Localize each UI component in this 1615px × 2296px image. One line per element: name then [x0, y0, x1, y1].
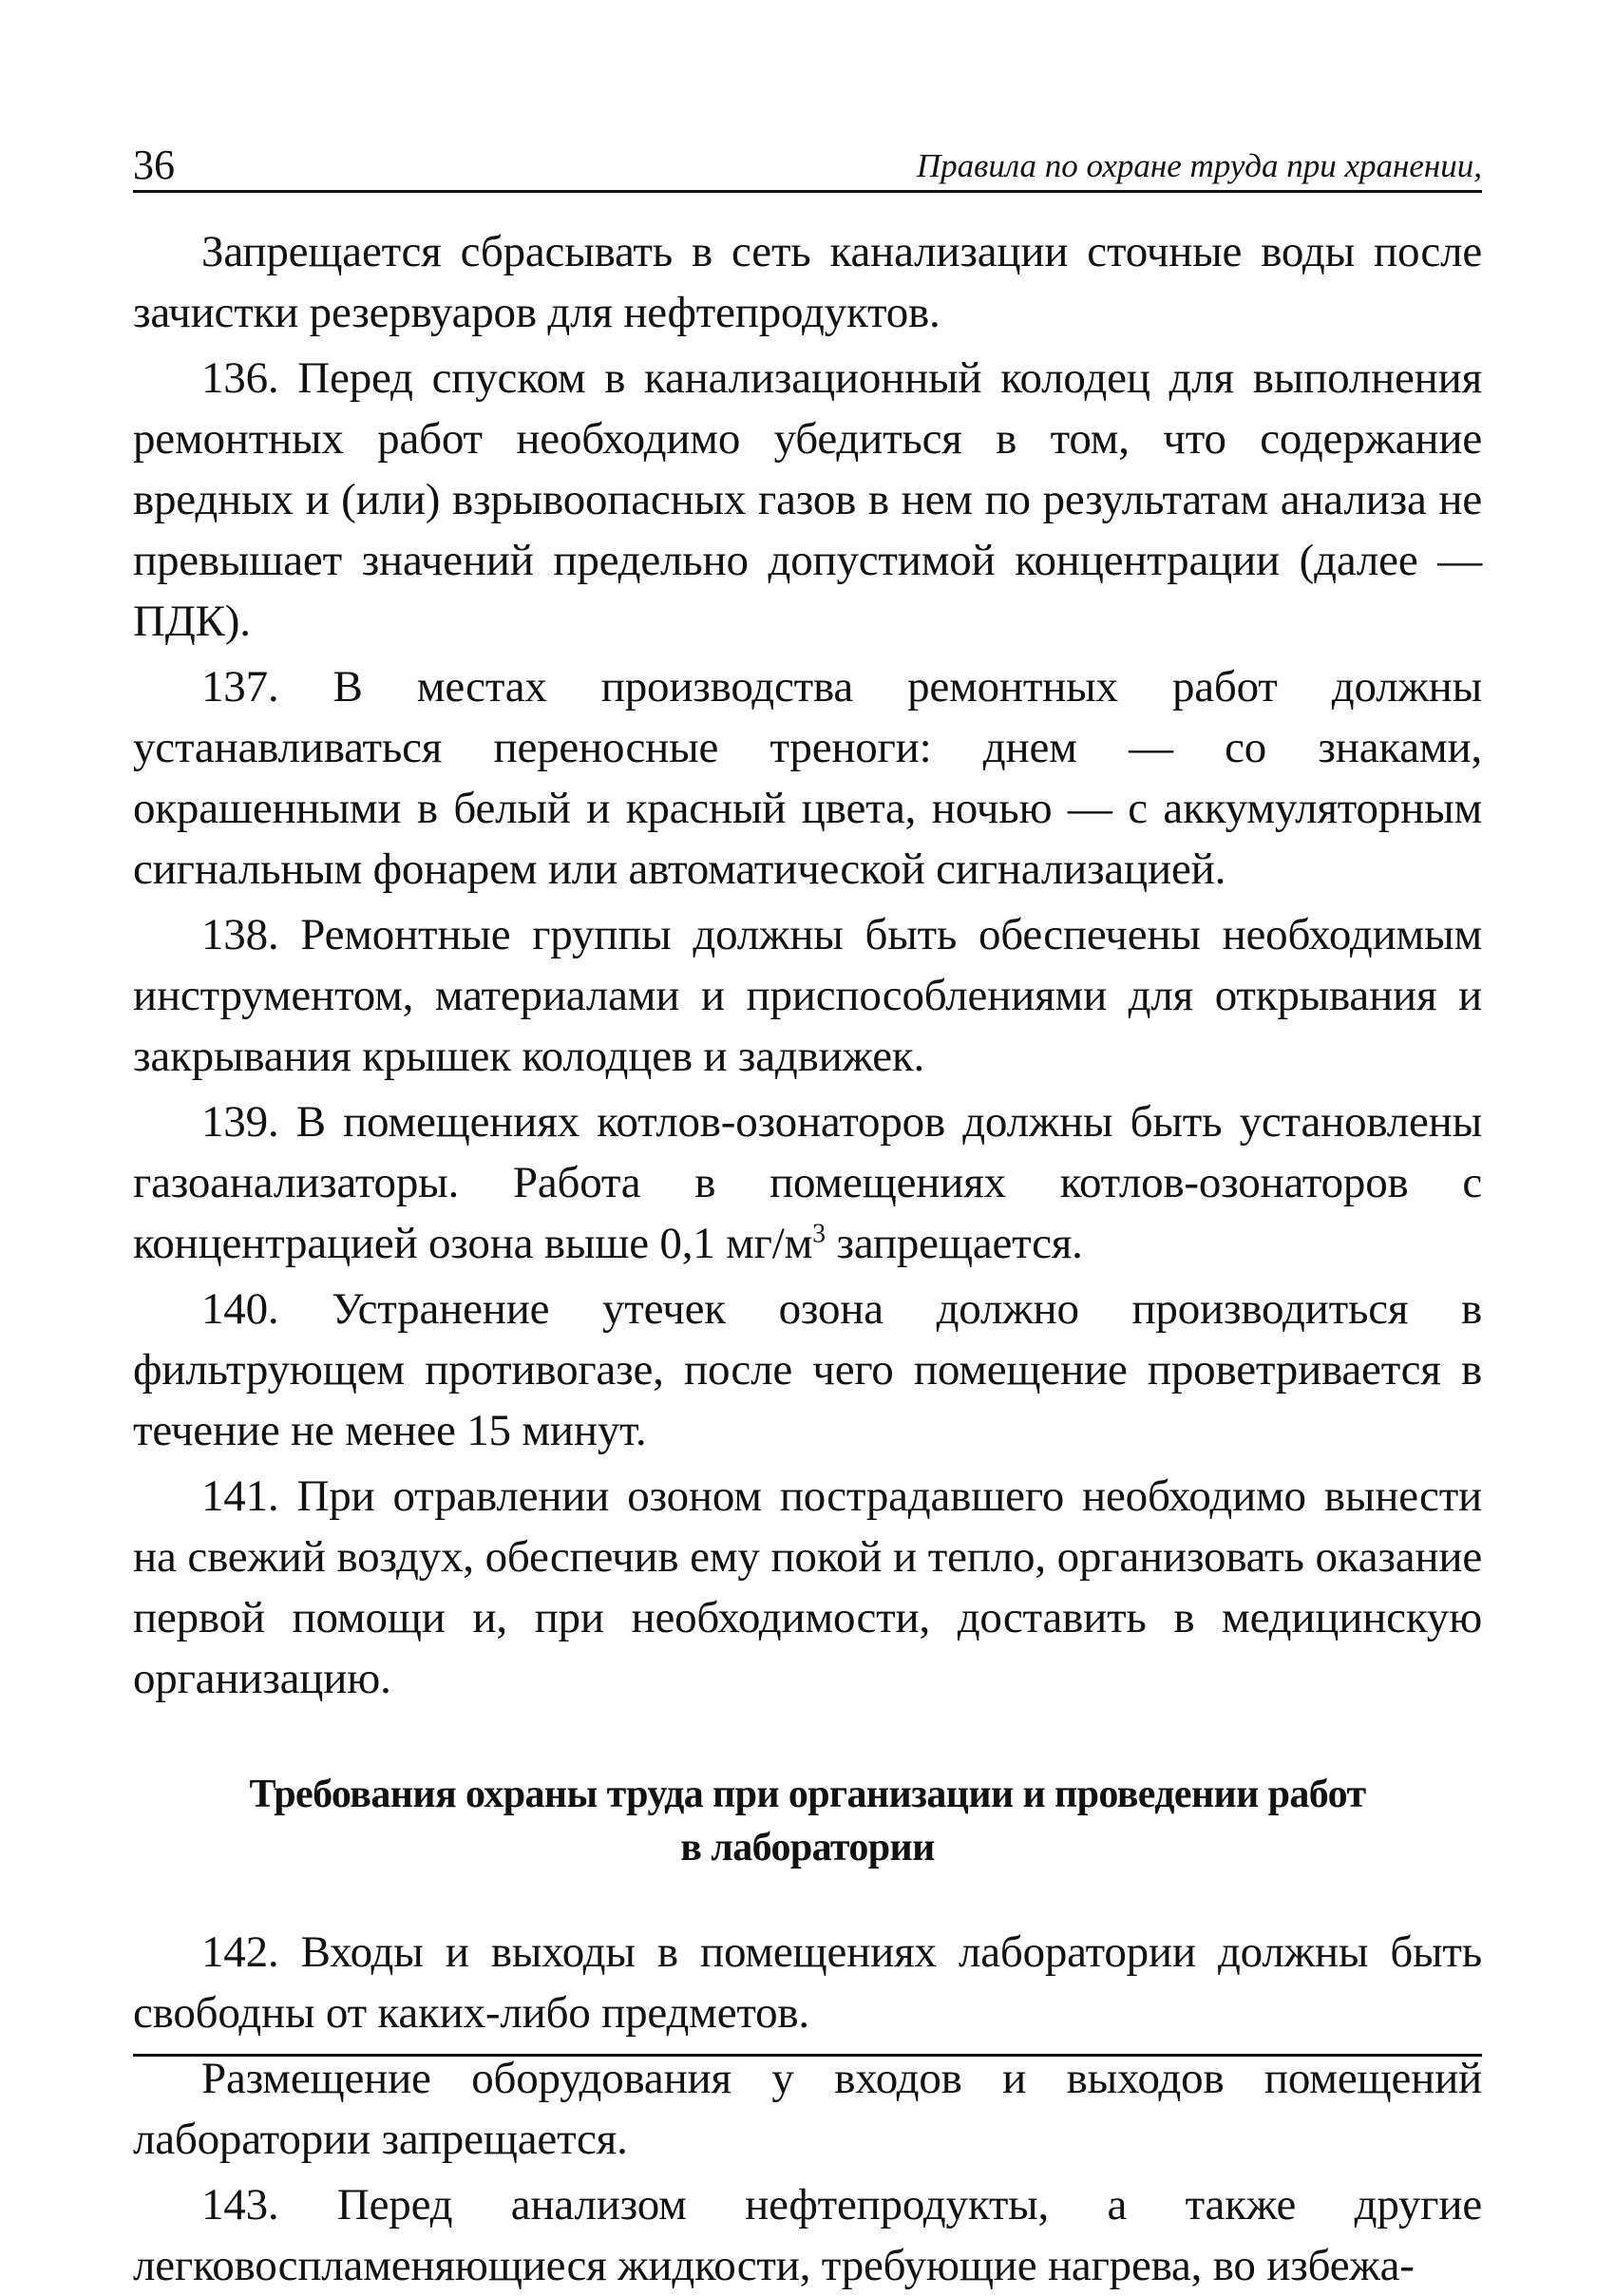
- paragraph-140: 140. Устранение утечек озона должно производиться в фильтрующем противогазе, после чего помещение проветривается в течение не менее 15 минут.: [133, 1284, 1482, 1455]
- paragraph-142: 142. Входы и выходы в помещениях лаборатории должны быть свободны от каких-либо предметов.: [133, 1927, 1482, 2038]
- footer-divider: [133, 2054, 1482, 2057]
- page-number: 36: [133, 142, 175, 188]
- running-title: Правила по охране труда при хранении,: [916, 147, 1482, 184]
- document-page: [133, 133, 1482, 2296]
- section-heading-line-2: в лаборатории: [680, 1826, 935, 1869]
- body-text: [133, 221, 1482, 2296]
- paragraph-143: 143. Перед анализом нефтепродукты, а также другие легковоспламеняющиеся жидкости, требующие нагрева, во избежа-: [133, 2180, 1482, 2290]
- paragraph-137: 137. В местах производства ремонтных работ должны устанавливаться переносные треноги: днем — со знаками, окрашенными в белый и красный цвета, ночью — с аккумуляторным сигнальным фонарем или автоматической сигнализацией.: [133, 662, 1482, 894]
- paragraph-141: 141. При отравлении озоном пострадавшего необходимо вынести на свежий воздух, обеспечив ему покой и тепло, организовать оказание первой помощи и, при необходимости, доставить в медицинскую организацию.: [133, 1471, 1482, 1703]
- paragraph: Запрещается сбрасывать в сеть канализации сточные воды после зачистки резервуаров для нефтепродуктов.: [133, 227, 1482, 337]
- section-heading-line-1: Требования охраны труда при организации и проведении работ: [249, 1773, 1366, 1816]
- paragraph-139-text: 139. В помещениях котлов-озонаторов должны быть установлены газоанализаторы. Работа в помещениях котлов-озонаторов с концентрацией озона выше 0,1 мг/м: [133, 1097, 1482, 1268]
- paragraph-136: 136. Перед спуском в канализационный колодец для выполнения ремонтных работ необходимо убедиться в том, что содержание вредных и (или) взрывоопасных газов в нем по результатам анализа не превышает значений предельно допустимой концентрации (далее — ПДК).: [133, 353, 1482, 646]
- paragraph-139: [133, 1091, 1482, 1274]
- section-heading: [133, 1768, 1482, 1874]
- paragraph-138: 138. Ремонтные группы должны быть обеспечены необходимым инструментом, материалами и приспособлениями для открывания и закрывания крышек колодцев и задвижек.: [133, 910, 1482, 1081]
- paragraph: Размещение оборудования у входов и выходов помещений лаборатории запрещается.: [133, 2054, 1482, 2164]
- superscript: 3: [812, 1219, 826, 1249]
- page-header: [133, 133, 1482, 193]
- paragraph-139-tail: запрещается.: [825, 1219, 1083, 1268]
